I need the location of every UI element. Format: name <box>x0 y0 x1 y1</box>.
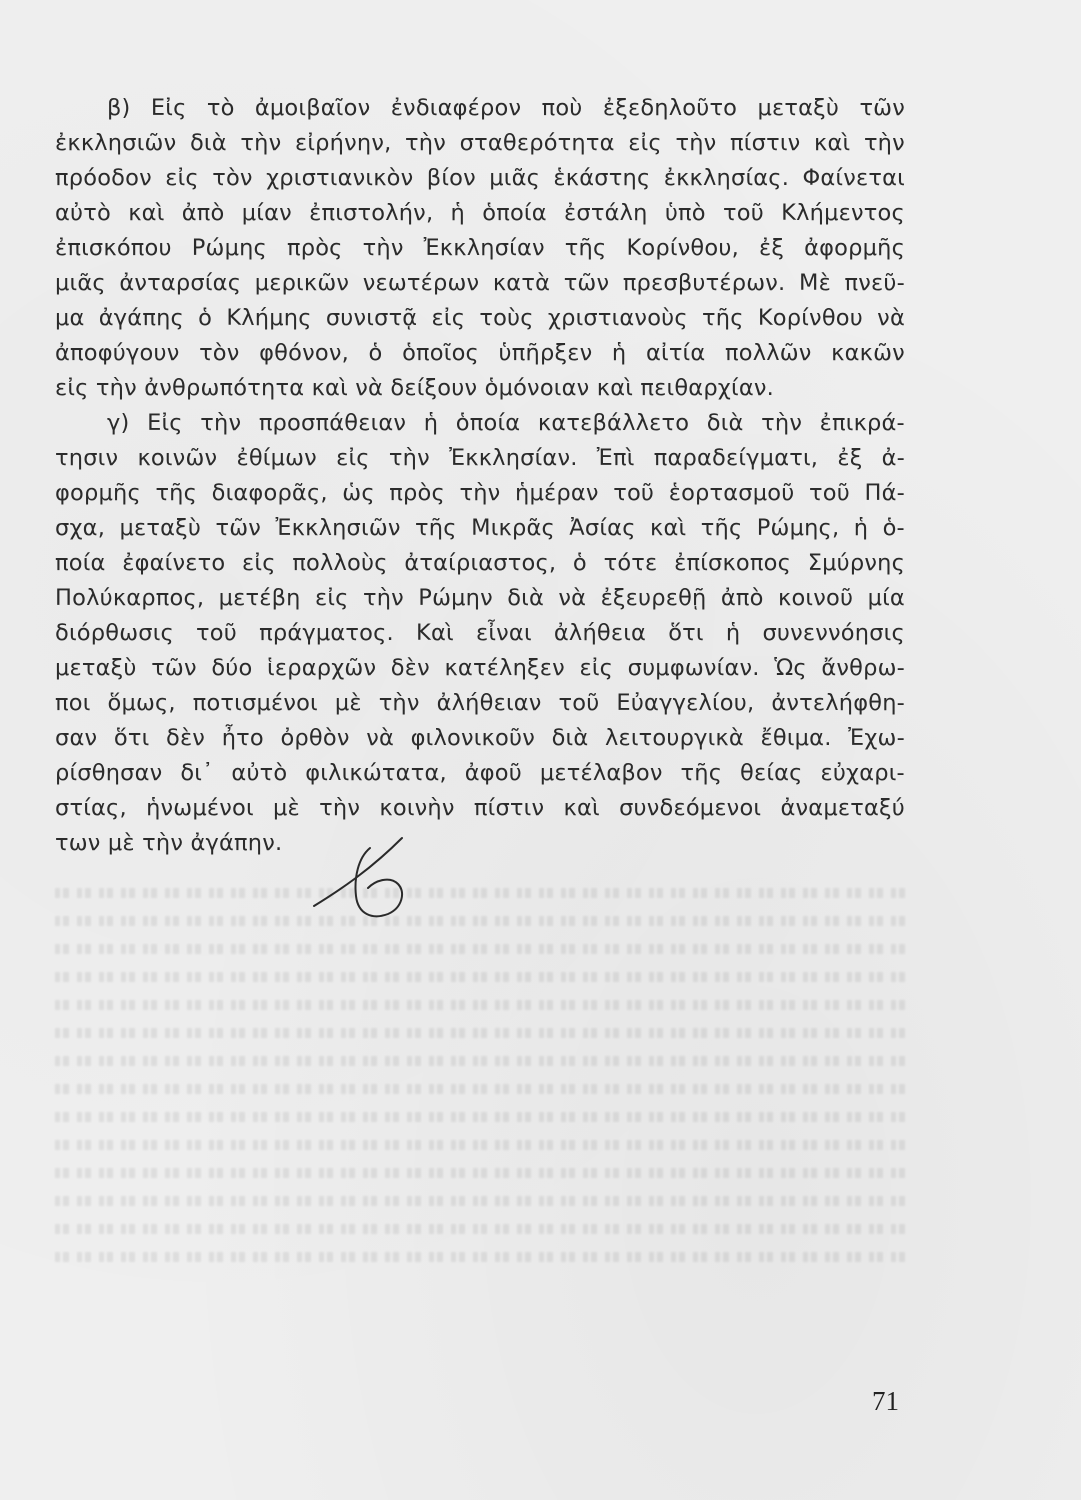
text-line: τησιν κοινῶν ἐθίμων εἰς τὴν Ἐκκλησίαν. Ἐπὶ παραδείγματι, ἐξ ἀ- <box>55 445 905 471</box>
handwritten-flourish <box>310 830 420 925</box>
bleed-through-texture <box>55 870 905 1390</box>
text-line: πρόοδον εἰς τὸν χριστιανικὸν βίον μιᾶς ἑκάστης ἐκκλησίας. Φαίνεται <box>55 165 905 191</box>
text-line: β) Εἰς τὸ ἀμοιβαῖον ἐνδιαφέρον ποὺ ἐξεδηλοῦτο μεταξὺ τῶν <box>107 95 905 121</box>
text-line: εἰς τὴν ἀνθρωπότητα καὶ νὰ δείξουν ὁμόνοιαν καὶ πειθαρχίαν. <box>55 375 774 401</box>
text-line: σχα, μεταξὺ τῶν Ἐκκλησιῶν τῆς Μικρᾶς Ἀσίας καὶ τῆς Ρώμης, ἡ ὁ- <box>55 515 905 541</box>
text-line: αὐτὸ καὶ ἀπὸ μίαν ἐπιστολήν, ἡ ὁποία ἐστάλη ὑπὸ τοῦ Κλήμεντος <box>55 200 905 226</box>
text-line: μιᾶς ἀνταρσίας μερικῶν νεωτέρων κατὰ τῶν πρεσβυτέρων. Μὲ πνεῦ- <box>55 270 905 296</box>
text-line: ἐκκλησιῶν διὰ τὴν εἰρήνην, τὴν σταθερότητα εἰς τὴν πίστιν καὶ τὴν <box>55 130 905 156</box>
text-line: φορμῆς τῆς διαφορᾶς, ὡς πρὸς τὴν ἡμέραν τοῦ ἑορτασμοῦ τοῦ Πά- <box>55 480 905 506</box>
text-line: σαν ὅτι δὲν ἦτο ὀρθὸν νὰ φιλονικοῦν διὰ λειτουργικὰ ἔθιμα. Ἐχω- <box>55 725 905 751</box>
text-line: ρίσθησαν δι᾽ αὐτὸ φιλικώτατα, ἀφοῦ μετέλαβον τῆς θείας εὐχαρι- <box>55 760 905 786</box>
text-line: διόρθωσις τοῦ πράγματος. Καὶ εἶναι ἀλήθεια ὅτι ἡ συνεννόησις <box>55 620 905 646</box>
text-line: ποι ὅμως, ποτισμένοι μὲ τὴν ἀλήθειαν τοῦ Εὐαγγελίου, ἀντελήφθη- <box>55 690 905 716</box>
text-line: μα ἀγάπης ὁ Κλήμης συνιστᾷ εἰς τοὺς χριστιανοὺς τῆς Κορίνθου νὰ <box>55 305 905 331</box>
text-line: μεταξὺ τῶν δύο ἱεραρχῶν δὲν κατέληξεν εἰς συμφωνίαν. Ὡς ἄνθρω- <box>55 655 905 681</box>
text-line: γ) Εἰς τὴν προσπάθειαν ἡ ὁποία κατεβάλλετο διὰ τὴν ἐπικρά- <box>107 410 905 436</box>
page-number: 71 <box>872 1386 899 1416</box>
text-line: ποία ἐφαίνετο εἰς πολλοὺς ἀταίριαστος, ὁ τότε ἐπίσκοπος Σμύρνης <box>55 550 905 576</box>
text-line: ἐπισκόπου Ρώμης πρὸς τὴν Ἐκκλησίαν τῆς Κορίνθου, ἐξ ἀφορμῆς <box>55 235 905 261</box>
text-line: ἀποφύγουν τὸν φθόνον, ὁ ὁποῖος ὑπῆρξεν ἡ αἰτία πολλῶν κακῶν <box>55 340 905 366</box>
text-line: Πολύκαρπος, μετέβη εἰς τὴν Ρώμην διὰ νὰ ἐξευρεθῇ ἀπὸ κοινοῦ μία <box>55 585 905 611</box>
text-line: των μὲ τὴν ἀγάπην. <box>55 830 283 856</box>
text-line: στίας, ἡνωμένοι μὲ τὴν κοινὴν πίστιν καὶ συνδεόμενοι ἀναμεταξύ <box>55 795 905 821</box>
